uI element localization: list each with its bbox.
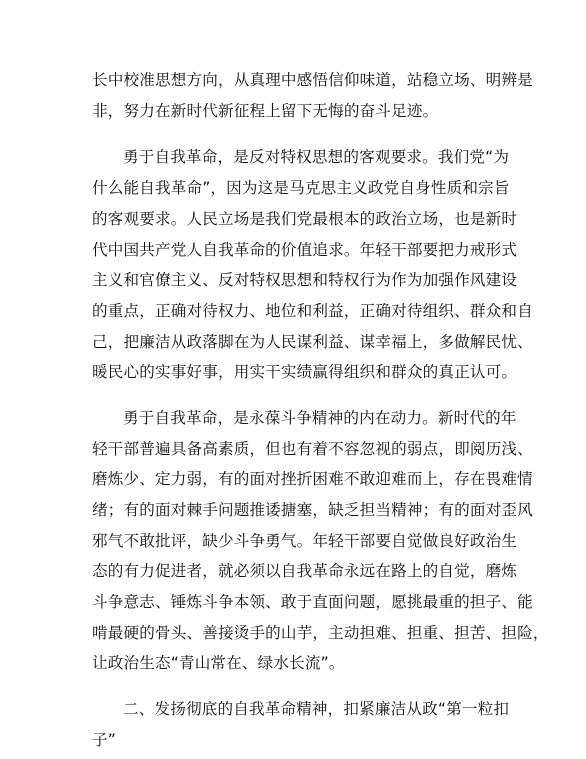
text-line: 非，努力在新时代新征程上留下无悔的奋斗足迹。 [92, 102, 439, 120]
text-line: 长中校准思想方向，从真理中感悟信仰味道，站稳立场、明辨是 [92, 71, 533, 89]
section-heading-line: 二、发扬彻底的自我革命精神，扣紧廉洁从政“第一粒扣 [123, 700, 510, 718]
text-line: 主义和官僚主义、反对特权思想和特权行为作为加强作风建设 [92, 271, 518, 289]
text-line: 暖民心的实事好事，用实干实绩赢得组织和群众的真正认可。 [92, 363, 518, 381]
text-line: 绪；有的面对棘手问题推诿搪塞，缺乏担当精神；有的面对歪风 [92, 501, 533, 519]
text-line: 轻干部普遍具备高素质，但也有着不容忽视的弱点，即阅历浅、 [92, 440, 533, 458]
text-line: 的客观要求。人民立场是我们党最根本的政治立场，也是新时 [92, 210, 518, 228]
text-line: 己，把廉洁从政落脚在为人民谋利益、谋幸福上，多做解民忧、 [92, 333, 533, 351]
text-line: 的重点，正确对待权力、地位和利益，正确对待组织、群众和自 [92, 302, 533, 320]
text-line: 邪气不敢批评，缺少斗争勇气。年轻干部要自觉做良好政治生 [92, 532, 518, 550]
text-line: 啃最硬的骨头、善接烫手的山芋，主动担难、担重、担苦、担险， [92, 624, 549, 642]
text-line: 什么能自我革命”，因为这是马克思主义政党自身性质和宗旨 [92, 179, 510, 197]
text-line: 态的有力促进者，就必须以自我革命永远在路上的自觉，磨炼 [92, 562, 518, 580]
text-line: 斗争意志、锤炼斗争本领、敢于直面问题，愿挑最重的担子、能 [92, 593, 533, 611]
text-line: 代中国共产党人自我革命的价值追求。年轻干部要把力戒形式 [92, 241, 518, 259]
text-line: 让政治生态“青山常在、绿水长流”。 [92, 654, 345, 672]
text-line: 勇于自我革命，是反对特权思想的客观要求。我们党“为 [123, 148, 510, 166]
text-line: 勇于自我革命，是永葆斗争精神的内在动力。新时代的年 [123, 409, 517, 427]
section-heading-line: 子” [92, 731, 116, 749]
text-line: 磨炼少、定力弱，有的面对挫折困难不敢迎难而上，存在畏难情 [92, 470, 533, 488]
